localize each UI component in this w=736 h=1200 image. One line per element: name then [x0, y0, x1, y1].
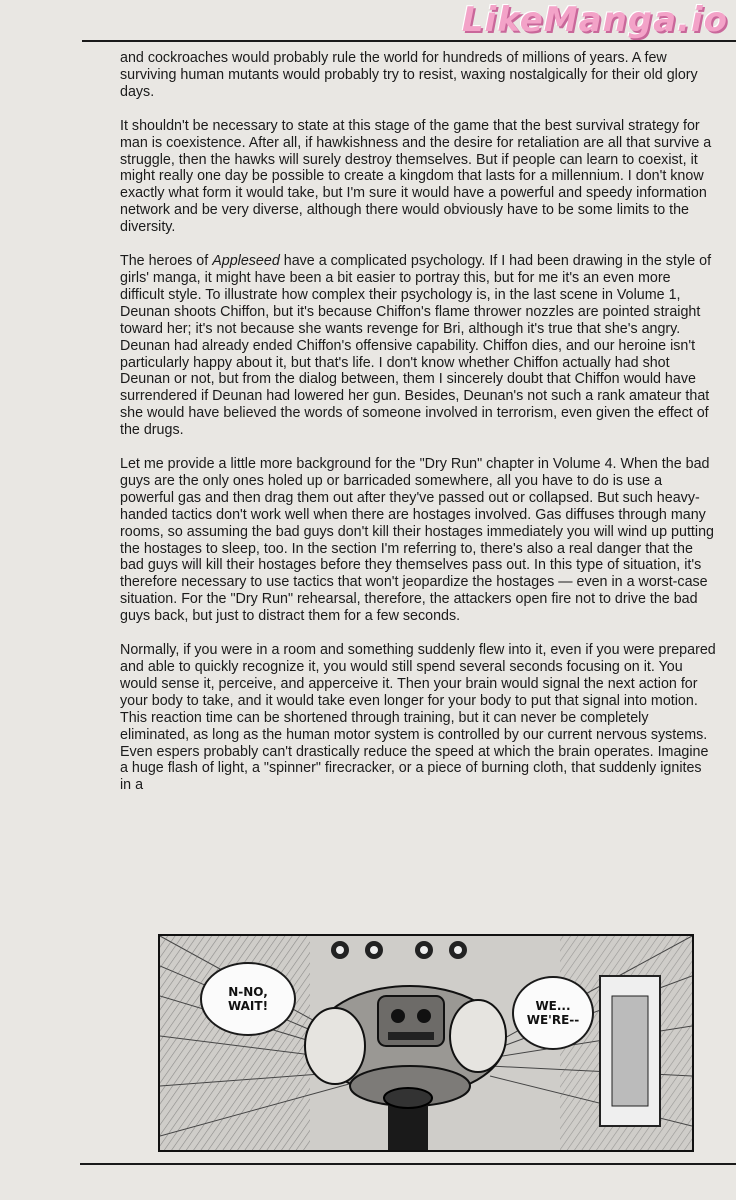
manga-panel	[158, 934, 694, 1152]
paragraph-2: It shouldn't be necessary to state at this stage of the game that the best survival strategy for man is coexistence. After all, if hawkishness and the desire for retaliation are all that survive a struggle, then the hawks will surely destroy themselves. But if people can learn to coexist, it might really one day be possible to create a kingdom that lasts for a millennium. I don't know exactly what form it would take, but I'm sure it would have a powerful and speedy information network and be very diverse, although there would obviously have to be some limits to the diversity.	[120, 117, 712, 236]
paragraph-4: Let me provide a little more background for the "Dry Run" chapter in Volume 4. When the bad guys are the only ones holed up or barricaded somewhere, all you have to do is use a powerful gas and then drag them out after they've passed out or collapsed. But such heavy-handed tactics don't work well when there are hostages involved. Gas diffuses through many rooms, so assuming the bad guys don't kill their hostages immediately you will wind up putting the hostages to sleep, too. In the section I'm referring to, there's also a real danger that the bad guys will kill their hostages before they themselves pass out. In this type of situation, it's therefore necessary to use tactics that won't jeopardize the hostages — even in a worst-case situation. For the "Dry Run" rehearsal, therefore, the attackers open fire not to drive the bad guys back, but just to distract them for a few seconds.	[120, 456, 714, 625]
body-text	[120, 50, 716, 811]
paragraph-3: The heroes of Appleseed have a complicated psychology. If I had been drawing in the style of girls' manga, it might have been a bit easier to portray this, but for me it's an even more difficult style. To illustrate how complex their psychology is, in the last scene in Volume 1, Deunan shoots Chiffon, but it's because Chiffon's flame thrower nozzles are pointed straight toward her; it's not because she wants revenge for Bri, although it's true that she's angry. Deunan had already ended Chiffon's offensive capability. Chiffon dies, and our heroine isn't particularly happy about it, but that's life. I don't know whether Chiffon actually had shot Deunan or not, but from the dialog between, them I sincerely doubt that Chiffon would have surrendered if Deunan had lowered her gun. Besides, Deunan's not such a rank amateur that she would have believed the words of someone involved in terrorism, even given the effect of the drugs.	[120, 253, 712, 439]
paragraph-1: and cockroaches would probably rule the world for hundreds of millions of years. A few surviving human mutants would probably try to resist, waxing nostalgically for their old glory days.	[120, 50, 698, 100]
title-appleseed: Appleseed	[212, 253, 280, 270]
speech-bubble-right: WE... WE'RE--	[512, 976, 594, 1050]
site-watermark: LikeManga.io	[462, 0, 728, 40]
bottom-rule	[80, 1163, 736, 1165]
top-rule	[82, 40, 736, 42]
paragraph-5: Normally, if you were in a room and something suddenly flew into it, even if you were prepared and able to quickly recognize it, you would still spend several seconds focusing on it. You would sense it, perceive, and apperceive it. Then your brain would signal the next action for your body to take, and it would take even longer for your body to put that signal into motion. This reaction time can be shortened through training, but it can never be completely eliminated, as long as the human motor system is controlled by our current nervous systems. Even espers probably can't drastically reduce the speed at which the brain operates. Imagine a huge flash of light, a "spinner" firecracker, or a piece of burning cloth, that suddenly ignites in a	[120, 642, 716, 794]
speech-bubble-left: N-NO, WAIT!	[200, 962, 296, 1036]
